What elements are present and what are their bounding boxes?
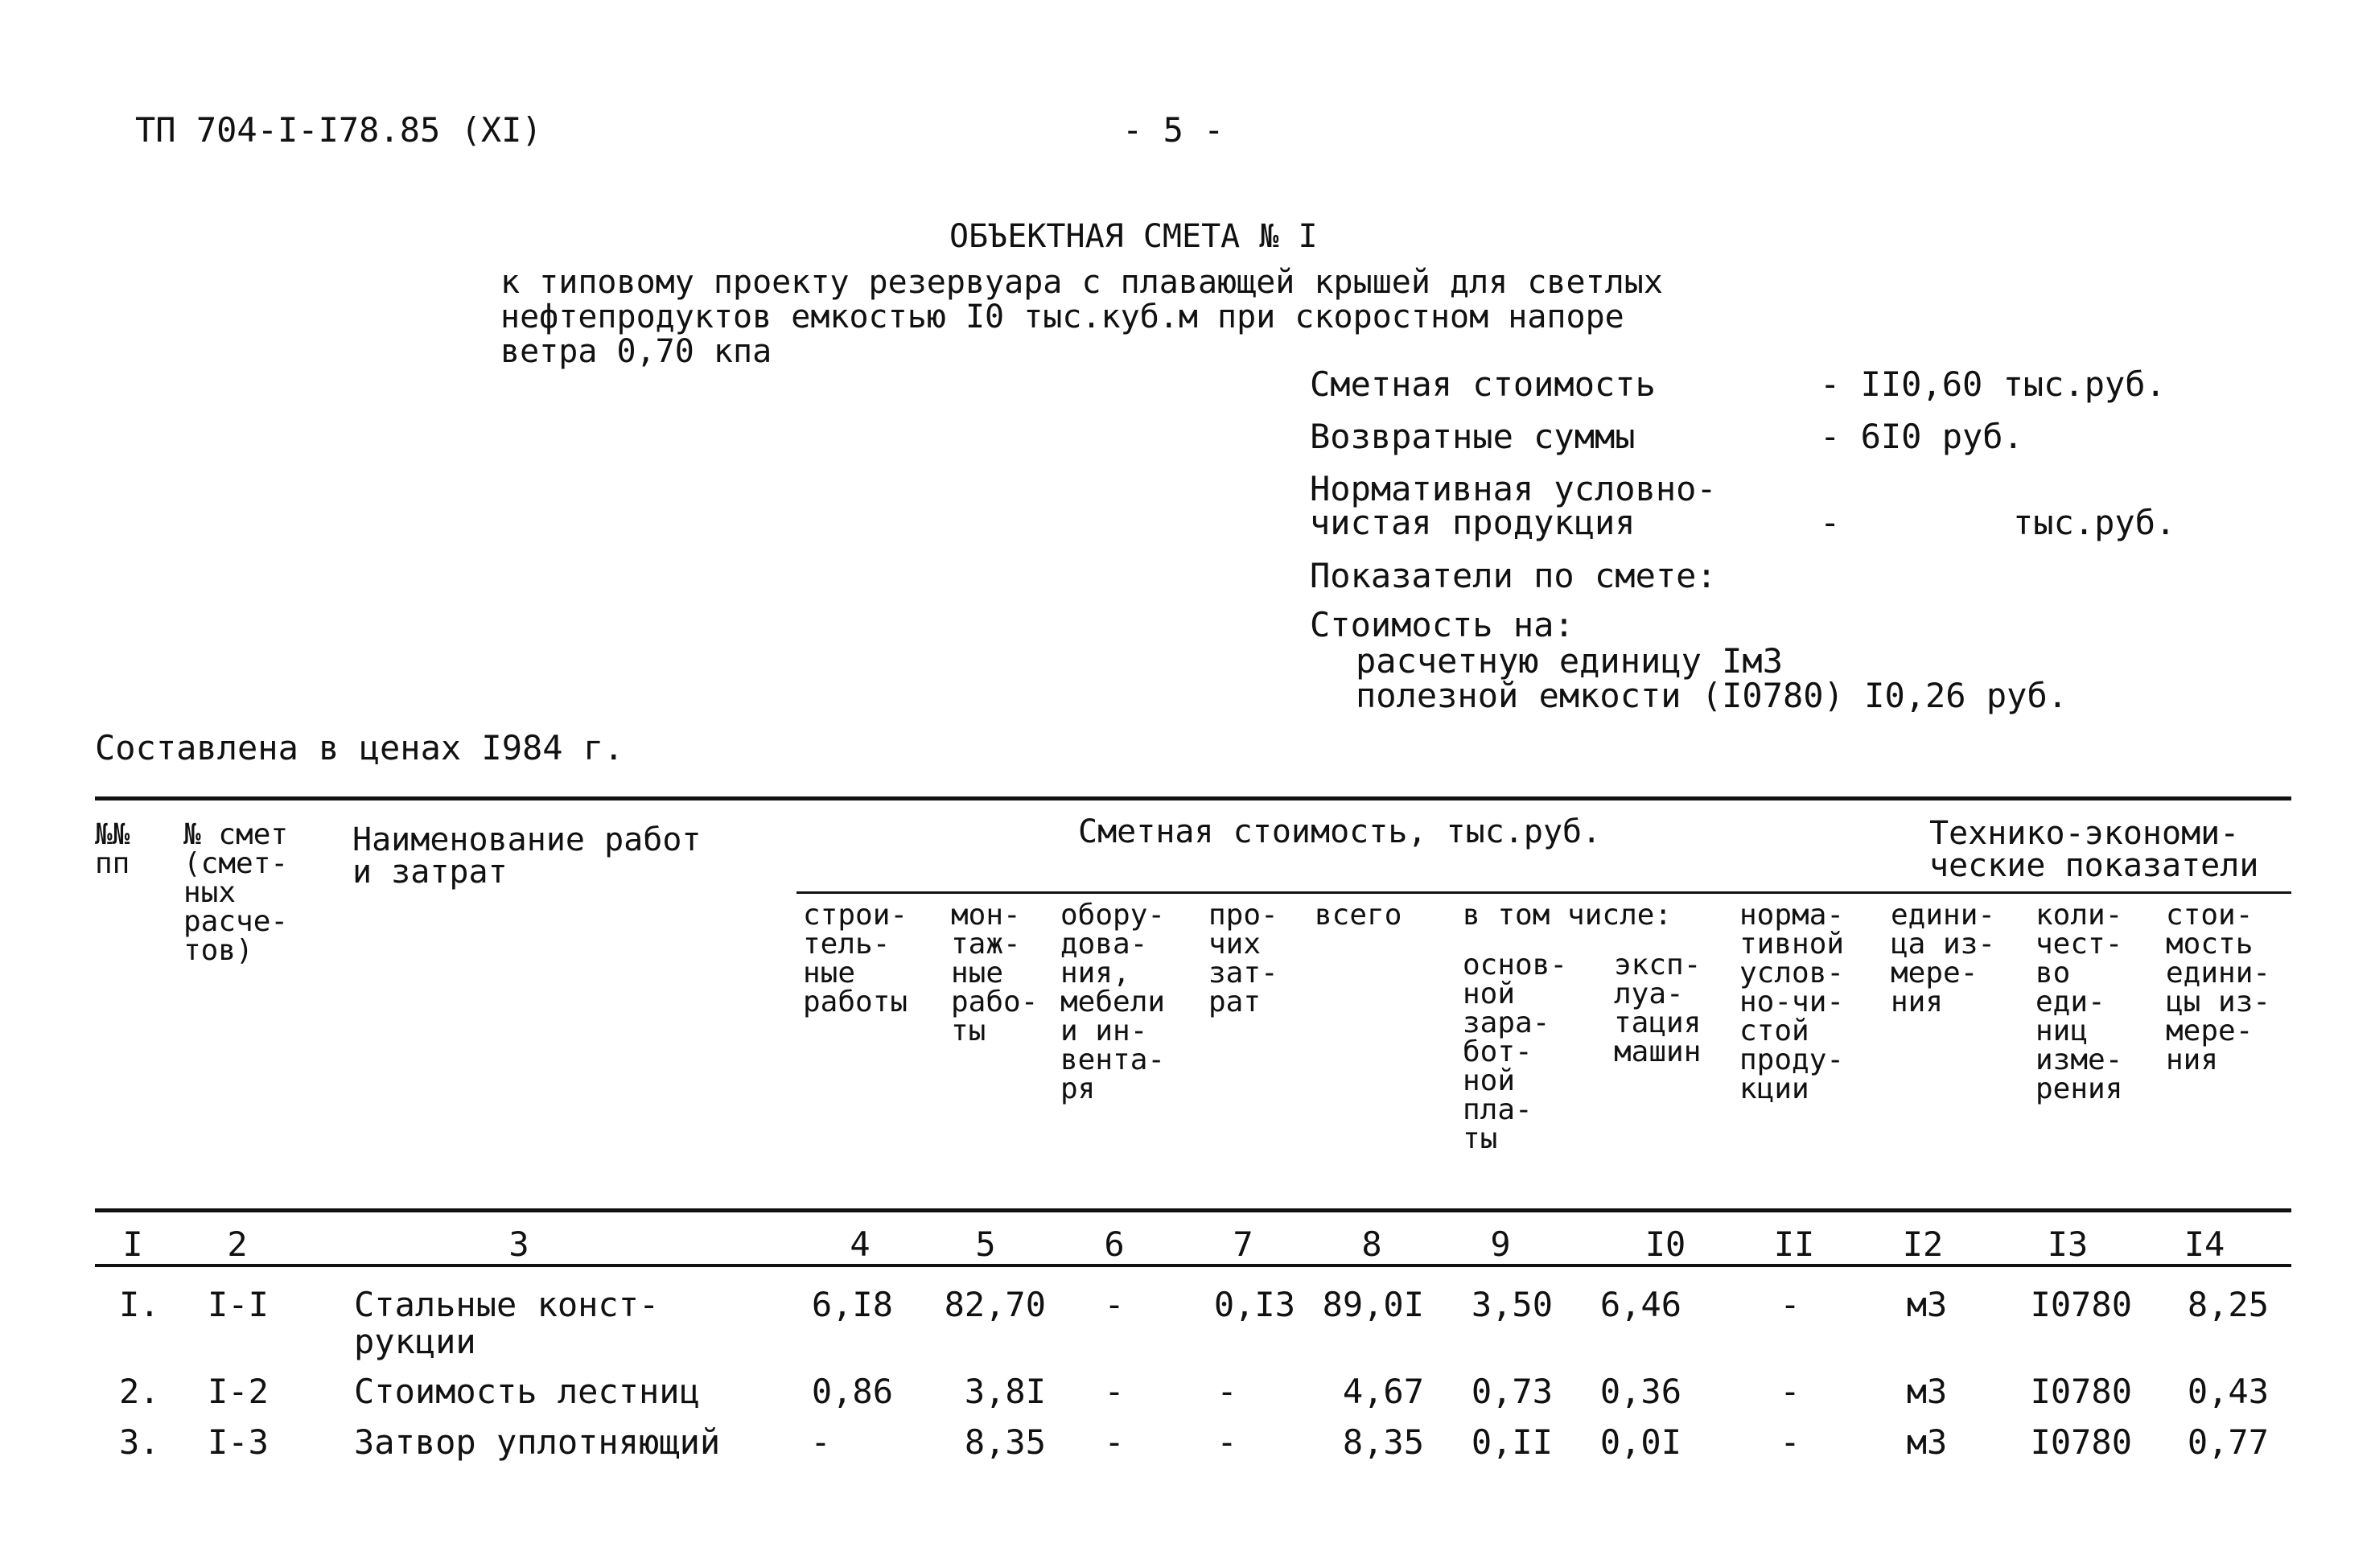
table-number-rule — [95, 1264, 2291, 1267]
cell-machines: 0,0I — [1599, 1422, 1681, 1462]
summary-net-unit: тыс.руб. — [2013, 503, 2176, 542]
header-col-6: обору- дова- ния, мебели и ин- вента- ря — [1060, 899, 1166, 1105]
col-number: I0 — [1644, 1224, 1686, 1264]
summary-return-label: Возвратные суммы — [1310, 417, 1636, 456]
cell-equipment: - — [1104, 1372, 1125, 1411]
table-header-rule — [95, 1208, 2291, 1212]
header-col-1: №№ пп — [95, 818, 130, 880]
cell-total: 89,0I — [1322, 1285, 1424, 1324]
header-col-12: едини- ца из- мере- ния — [1891, 899, 1996, 1019]
cell-quantity: I0780 — [2030, 1285, 2132, 1324]
cell-total: 4,67 — [1342, 1372, 1424, 1411]
estimate-subtitle-line-3: ветра 0,70 кпа — [500, 333, 772, 370]
cell-quantity: I0780 — [2030, 1422, 2132, 1462]
summary-return-value: - 6I0 руб. — [1820, 417, 2023, 456]
cell-installation: 3,8I — [964, 1372, 1046, 1411]
cell-wages: 0,II — [1471, 1422, 1553, 1462]
cell-quantity: I0780 — [2030, 1372, 2132, 1411]
col-number: I4 — [2184, 1224, 2225, 1264]
header-col-7: про- чих зат- рат — [1208, 899, 1278, 1019]
estimate-subtitle-line-2: нефтепродуктов емкостью I0 тыс.куб.м при скоростном напоре — [500, 298, 1624, 335]
header-group-tech: Технико-экономи- ческие показатели — [1929, 815, 2259, 884]
cell-other: 0,I3 — [1213, 1285, 1295, 1324]
cell-machines: 0,36 — [1599, 1372, 1681, 1411]
col-number: I — [122, 1224, 143, 1264]
header-col-2: № смет (смет- ных расче- тов) — [183, 818, 289, 967]
summary-unit-line-1: расчетную единицу Iм3 — [1356, 641, 1784, 681]
cell-equipment: - — [1104, 1422, 1125, 1462]
col-number: 7 — [1233, 1224, 1253, 1264]
cell-installation: 8,35 — [964, 1422, 1046, 1462]
row-name-continued: рукции — [354, 1322, 476, 1361]
cell-unit: м3 — [1906, 1285, 1948, 1324]
header-col-4: строи- тель- ные работы — [803, 899, 908, 1019]
cell-installation: 82,70 — [944, 1285, 1046, 1324]
summary-indicators-label: Показатели по смете: — [1310, 556, 1717, 595]
summary-cost-label: Сметная стоимость — [1310, 364, 1656, 404]
summary-cost-value: - II0,60 тыс.руб. — [1820, 364, 2166, 404]
row-name: Стоимость лестниц — [354, 1372, 700, 1411]
cell-construction: 6,I8 — [811, 1285, 893, 1324]
prices-note: Составлена в ценах I984 г. — [95, 728, 624, 768]
cell-total: 8,35 — [1342, 1422, 1424, 1462]
col-number: II — [1773, 1224, 1815, 1264]
col-number: 4 — [850, 1224, 871, 1264]
header-col-13: коли- чест- во еди- ниц изме- рения — [2035, 899, 2123, 1105]
col-number: 8 — [1361, 1224, 1382, 1264]
col-number: I2 — [1902, 1224, 1944, 1264]
summary-net-label-1: Нормативная условно- — [1310, 469, 1717, 508]
cell-wages: 0,73 — [1471, 1372, 1553, 1411]
estimate-heading: ОБЪЕКТНАЯ СМЕТА № I — [949, 218, 1318, 255]
cell-construction: 0,86 — [811, 1372, 893, 1411]
cell-unit: м3 — [1906, 1372, 1948, 1411]
row-number: 3. — [119, 1422, 160, 1462]
col-number: 9 — [1490, 1224, 1511, 1264]
cell-equipment: - — [1104, 1285, 1125, 1324]
estimate-subtitle-line-1: к типовому проекту резервуара с плавающей крышей для светлых — [500, 264, 1663, 301]
header-group-cost: Сметная стоимость, тыс.руб. — [1078, 813, 1602, 850]
cell-net-product: - — [1780, 1372, 1801, 1411]
row-name: Затвор уплотняющий — [354, 1422, 721, 1462]
summary-net-label-2: чистая продукция — [1310, 503, 1636, 542]
cell-net-product: - — [1780, 1285, 1801, 1324]
col-number: 5 — [975, 1224, 996, 1264]
summary-cost-on-label: Стоимость на: — [1310, 605, 1574, 644]
header-col-11: норма- тивной услов- но-чи- стой проду- кции — [1739, 899, 1845, 1105]
row-code: I-I — [208, 1285, 269, 1324]
row-number: 2. — [119, 1372, 160, 1411]
header-col-5: мон- таж- ные рабо- ты — [951, 899, 1039, 1047]
cell-unit-cost: 0,77 — [2187, 1422, 2269, 1462]
cell-unit: м3 — [1906, 1422, 1948, 1462]
cell-construction: - — [810, 1422, 831, 1462]
summary-net-dash: - — [1820, 503, 1841, 542]
cell-unit-cost: 8,25 — [2187, 1285, 2269, 1324]
col-number: 3 — [508, 1224, 529, 1264]
cell-net-product: - — [1780, 1422, 1801, 1462]
header-col-3: Наименование работ и затрат — [352, 821, 702, 891]
header-incl: в том числе: — [1463, 899, 1673, 932]
header-col-9: основ- ной зара- бот- ной пла- ты — [1463, 949, 1568, 1155]
col-number: 6 — [1104, 1224, 1125, 1264]
header-col-8: всего — [1315, 899, 1402, 932]
cell-wages: 3,50 — [1471, 1285, 1553, 1324]
header-col-10: эксп- луа- тация машин — [1614, 949, 1702, 1068]
table-group-rule — [796, 891, 2291, 894]
document-code: ТП 704-I-I78.85 (XI) — [135, 110, 542, 150]
header-col-14: стои- мость едини- цы из- мере- ния — [2166, 899, 2271, 1076]
row-code: I-2 — [208, 1372, 269, 1411]
summary-unit-line-2: полезной емкости (I0780) I0,26 руб. — [1356, 676, 2068, 715]
col-number: I3 — [2047, 1224, 2089, 1264]
cell-machines: 6,46 — [1599, 1285, 1681, 1324]
row-name: Стальные конст- — [354, 1285, 660, 1324]
cell-other: - — [1216, 1372, 1237, 1411]
row-number: I. — [119, 1285, 160, 1324]
row-code: I-3 — [208, 1422, 269, 1462]
cell-unit-cost: 0,43 — [2187, 1372, 2269, 1411]
page-number: - 5 - — [1122, 110, 1225, 150]
col-number: 2 — [227, 1224, 248, 1264]
cell-other: - — [1216, 1422, 1237, 1462]
table-top-rule — [95, 796, 2291, 800]
